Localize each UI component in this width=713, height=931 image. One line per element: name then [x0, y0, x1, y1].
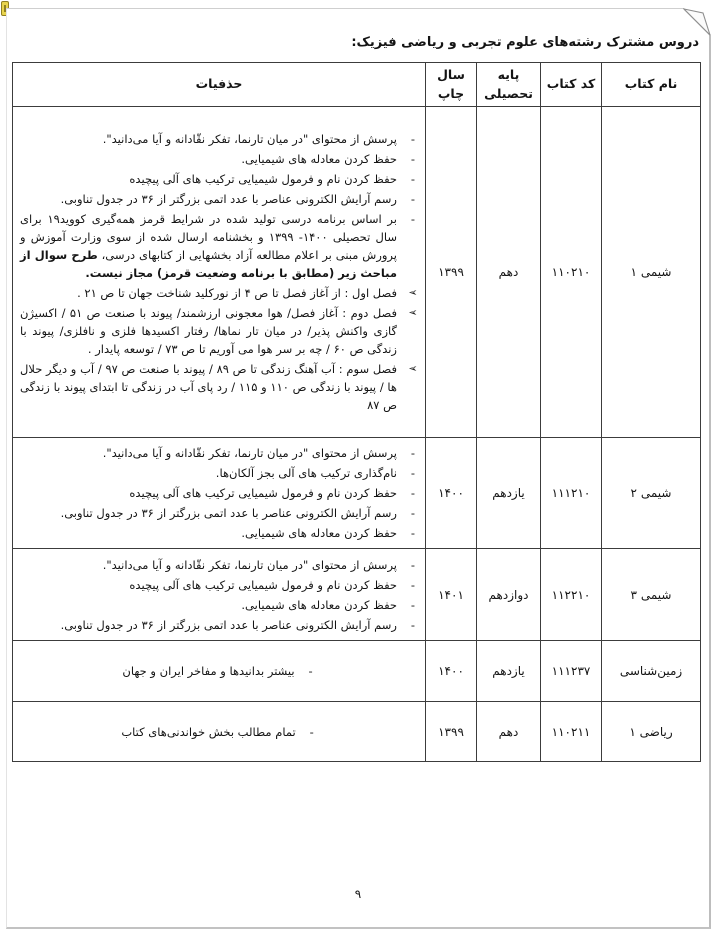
year-cell: ۱۴۰۰ — [426, 641, 477, 702]
deletions-list — [20, 723, 420, 741]
deletion-item — [20, 150, 420, 168]
year-cell: ۱۳۹۹ — [426, 702, 477, 762]
book-code-cell: ۱۱۲۲۱۰ — [541, 549, 602, 641]
table-header — [13, 63, 701, 107]
deletion-text: پرسش از محتوای "در میان تارنما، تفکر نقّادانه و آیا می‌دانید". — [102, 446, 397, 460]
book-code-cell: ۱۱۱۲۳۷ — [541, 641, 602, 702]
dash-bullet-icon: - — [410, 172, 416, 186]
dash-bullet-icon: - — [410, 577, 416, 592]
dash-bullet-icon: - — [410, 617, 416, 632]
dash-bullet-icon: - — [410, 526, 416, 540]
book-name-cell: ریاضی ۱ — [602, 702, 701, 762]
deletion-text: حفظ کردن نام و فرمول شیمیایی ترکیب های آلی پیچیده — [129, 486, 397, 500]
book-table-body — [13, 107, 701, 762]
deletion-text: حفظ کردن نام و فرمول شیمیایی ترکیب های آلی پیچیده — [129, 577, 397, 592]
year-cell: ۱۴۰۱ — [426, 549, 477, 641]
deletion-item — [20, 360, 420, 414]
dash-bullet-icon: - — [410, 446, 416, 460]
grade-cell: دهم — [477, 702, 541, 762]
deletion-text: فصل دوم : آغاز فصل/ هوا معجونی ارزشمند/ پیوند با صنعت ص ۵۱ / اکسیژن گازی واکنش پذیر/ در میان تار نماها/ رفتار اکسیدها فلزی و نافلزی/ پیوند با زندگی ص ۶۰ / چه بر سر هوا می آوریم تا ص ۷۳ / توسعه پایدار . — [20, 306, 397, 356]
dash-bullet-icon: - — [410, 192, 416, 206]
deletion-item — [20, 484, 420, 502]
book-name-cell: شیمی ۲ — [602, 438, 701, 549]
deletion-item — [20, 596, 420, 614]
arrow-bullet-icon: ➢ — [408, 306, 418, 319]
header-grade: پایه تحصیلی — [477, 63, 541, 107]
deletion-item — [20, 444, 420, 462]
table-row — [13, 641, 701, 702]
header-deletions: حذفیات — [13, 63, 426, 107]
dash-bullet-icon: - — [309, 724, 314, 739]
book-code-cell: ۱۱۱۲۱۰ — [541, 438, 602, 549]
year-cell: ۱۳۹۹ — [426, 107, 477, 438]
table-row — [13, 438, 701, 549]
deletion-text: پرسش از محتوای "در میان تارنما، تفکر نقّادانه و آیا می‌دانید". — [102, 557, 397, 572]
deletions-list — [20, 444, 420, 542]
dash-bullet-icon: - — [308, 664, 313, 678]
document-title: دروس مشترک رشته‌های علوم تجربی و ریاضی فیزیک: — [351, 35, 699, 50]
deletion-text: فصل اول : از آغاز فصل تا ص ۴ از نورکلید شناخت جهان تا ص ۲۱ . — [77, 286, 397, 300]
deletion-item — [20, 130, 420, 148]
page-sheet — [6, 8, 711, 929]
deletion-text: رسم آرایش الکترونی عناصر با عدد اتمی بزرگتر از ۳۶ در جدول تناوبی. — [60, 617, 397, 632]
header-book-name: نام کتاب — [602, 63, 701, 107]
deletion-text: نام‌گذاری ترکیب های آلی بجز آلکان‌ها. — [215, 466, 397, 480]
deletion-item — [20, 284, 420, 302]
deletion-item — [20, 504, 420, 522]
grade-cell: یازدهم — [477, 641, 541, 702]
deletions-list — [20, 556, 420, 634]
table-row — [13, 107, 701, 438]
table-row — [13, 702, 701, 762]
arrow-bullet-icon: ➢ — [408, 286, 418, 299]
deletion-item — [20, 464, 420, 482]
deletion-text: حفظ کردن معادله های شیمیایی. — [241, 526, 397, 540]
deletion-text: پرسش از محتوای "در میان تارنما، تفکر نقّادانه و آیا می‌دانید". — [102, 132, 397, 146]
deletion-item — [20, 170, 420, 188]
book-name-cell: شیمی ۱ — [602, 107, 701, 438]
page-number: ۹ — [354, 887, 362, 901]
deletion-item — [20, 556, 420, 574]
deletions-cell — [13, 107, 426, 438]
deletion-item — [20, 210, 420, 282]
deletions-cell — [13, 549, 426, 641]
year-cell: ۱۴۰۰ — [426, 438, 477, 549]
deletion-item — [20, 723, 420, 741]
deletion-text: تمام مطالب بخش خواندنی‌های کتاب — [121, 724, 296, 739]
dash-bullet-icon: - — [410, 152, 416, 166]
deletions-list — [20, 662, 420, 680]
deletion-text: بر اساس برنامه درسی تولید شده در شرایط قرمز همه‌گیری کووید۱۹ برای سال تحصیلی ۱۴۰۰- ۱۳۹۹ و بخشنامه ارسال شده از سوی وزارت آموزش و پرورش مبنی بر اعلام مطالعه آزاد بخشهایی از کتابهای درسی، طرح سوال از مباحث زیر (مطابق با برنامه وضعیت قرمز) مجاز نیست. — [20, 212, 397, 280]
arrow-bullet-icon: ➢ — [408, 362, 418, 375]
deletion-text: رسم آرایش الکترونی عناصر با عدد اتمی بزرگتر از ۳۶ در جدول تناوبی. — [60, 192, 397, 206]
book-name-cell: شیمی ۳ — [602, 549, 701, 641]
grade-cell: دوازدهم — [477, 549, 541, 641]
deletion-item — [20, 662, 420, 680]
header-print-year: سال چاپ — [426, 63, 477, 107]
dash-bullet-icon: - — [410, 506, 416, 520]
page-curl-icon — [683, 8, 711, 36]
deletion-text: حفظ کردن نام و فرمول شیمیایی ترکیب های آلی پیچیده — [129, 172, 397, 186]
deletion-text: حفظ کردن معادله های شیمیایی. — [241, 597, 397, 612]
dash-bullet-icon: - — [410, 597, 416, 612]
dash-bullet-icon: - — [410, 466, 416, 480]
deletion-item — [20, 190, 420, 208]
deletion-text: حفظ کردن معادله های شیمیایی. — [241, 152, 397, 166]
header-book-code: کد کتاب — [541, 63, 602, 107]
table-row — [13, 549, 701, 641]
deletions-cell — [13, 438, 426, 549]
deletion-text: بیشتر بدانیدها و مفاخر ایران و جهان — [122, 664, 295, 678]
grade-cell: دهم — [477, 107, 541, 438]
book-code-cell: ۱۱۰۲۱۰ — [541, 107, 602, 438]
dash-bullet-icon: - — [410, 132, 416, 146]
dash-bullet-icon: - — [410, 557, 416, 572]
grade-cell: یازدهم — [477, 438, 541, 549]
header-row — [13, 63, 701, 107]
deletion-text: فصل سوم : آب آهنگ زندگی تا ص ۸۹ / پیوند با صنعت ص ۹۷ / آب و دیگر حلال ها / پیوند با زندگی ص ۱۱۰ و ۱۱۵ / رد پای آب در زندگی تا ابتدای پیوند با زندگی ص ۸۷ — [20, 362, 398, 412]
deletion-item — [20, 576, 420, 594]
book-name-cell: زمین‌شناسی — [602, 641, 701, 702]
deletions-cell — [13, 641, 426, 702]
deletions-list — [20, 130, 420, 414]
dash-bullet-icon: - — [410, 486, 416, 500]
book-code-cell: ۱۱۰۲۱۱ — [541, 702, 602, 762]
dash-bullet-icon: - — [410, 212, 416, 226]
deletion-item — [20, 524, 420, 542]
deletion-item — [20, 304, 420, 358]
deletion-item — [20, 616, 420, 634]
deletions-cell — [13, 702, 426, 762]
books-table — [12, 62, 701, 762]
deletion-text: رسم آرایش الکترونی عناصر با عدد اتمی بزرگتر از ۳۶ در جدول تناوبی. — [60, 506, 397, 520]
